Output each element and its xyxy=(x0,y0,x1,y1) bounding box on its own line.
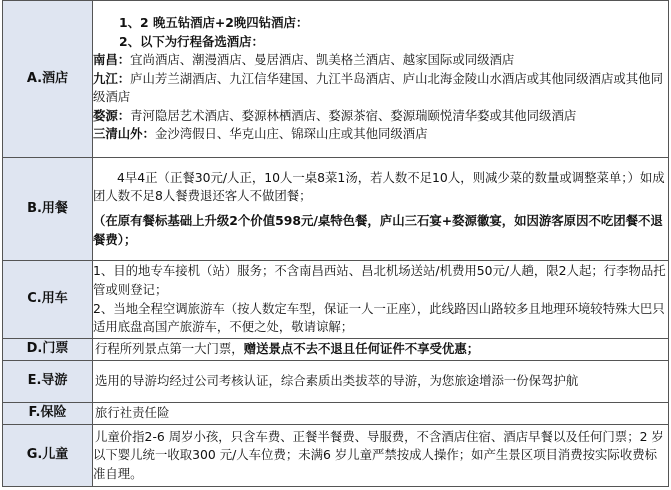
row-meals xyxy=(3,158,669,261)
hotel-jiujiang xyxy=(93,70,668,107)
row-children xyxy=(3,425,669,487)
city-nanchang: 南昌： xyxy=(93,52,131,68)
hotel-nanchang xyxy=(93,51,668,70)
row-guide xyxy=(3,361,669,403)
hotel-options-intro: 2、以下为行程备选酒店： xyxy=(119,33,264,49)
transport-pickup: 1、目的地专车接机（站）服务；不含南昌西站、昌北机场送站/机费用50元/人趟，限2人起；行李物品托管或则登记； xyxy=(93,263,666,297)
row-hotel xyxy=(3,1,669,158)
row-tickets xyxy=(3,339,669,361)
row-content-guide xyxy=(93,361,669,403)
row-label-tickets: D.门票 xyxy=(3,339,93,361)
city-wuyuan: 婺源： xyxy=(93,107,131,123)
hotels-nanchang: 宜尚酒店、潮漫酒店、曼居酒店、凯美格兰酒店、越家国际或同级酒店 xyxy=(130,52,515,68)
row-content-tickets xyxy=(93,339,669,361)
row-label-transport: C.用车 xyxy=(3,261,93,339)
row-label-meals: B.用餐 xyxy=(3,158,93,261)
row-content-insurance xyxy=(93,403,669,425)
hotels-wuyuan: 青河隐居艺术酒店、婺源林栖酒店、婺源茶宿、婺源瑞颐悦清华婺或其他同级酒店 xyxy=(130,107,577,123)
row-label-guide: E.导游 xyxy=(3,361,93,403)
insurance-text: 旅行社责任险 xyxy=(95,405,170,421)
row-content-hotel xyxy=(93,1,669,158)
city-jiujiang: 九江： xyxy=(93,70,131,86)
hotel-sanqingshan xyxy=(93,125,668,144)
guide-text: 选用的导游均经过公司考核认证，综合素质出类拔萃的导游，为您旅途增添一份保驾护航 xyxy=(95,373,579,389)
children-policy: 儿童价指2-6 周岁小孩，只含车费、正餐半餐费、导服费，不含酒店住宿、酒店早餐以及任何门票；2 岁以下婴儿统一收取300 元/人车位费；未满6 岁儿童严禁按成人操作；如产生景区项目消费按实际收费标准自理。 xyxy=(93,428,664,481)
tickets-no-refund: 赠送景点不去不退且任何证件不享受优惠； xyxy=(243,341,480,357)
hotel-wuyuan xyxy=(93,107,668,126)
row-content-meals xyxy=(93,158,669,261)
meals-upgrade: （在原有餐标基础上升级2个价值598元/桌特色餐，庐山三石宴+婺源徽宴，如因游客原因不吃团餐不退餐费）； xyxy=(93,213,663,247)
row-insurance xyxy=(3,403,669,425)
transport-coach: 2、当地全程空调旅游车（按人数定车型，保证一人一正座），此线路因山路较多且地理环境较特殊大巴只适用底盘高国产旅游车，不便之处，敬请谅解； xyxy=(93,300,665,335)
row-transport xyxy=(3,261,669,339)
row-label-children: G.儿童 xyxy=(3,425,93,487)
hotels-jiujiang: 庐山芳兰湖酒店、九江信华建国、九江半岛酒店、庐山北海金陵山水酒店或其他同级酒店或其他同级酒店 xyxy=(93,70,663,105)
hotel-star-summary: 1、2 晚五钻酒店+2晚四钻酒店： xyxy=(119,14,309,30)
tickets-included: 行程所列景点第一大门票， xyxy=(95,341,244,357)
city-sanqingshan: 三清山外： xyxy=(93,126,155,142)
meals-standard: 4早4正（正餐30元/人正，10人一桌8菜1汤，若人数不足10人，则减少菜的数量或调整菜单；）如成团人数不足8人餐费退还客人不做团餐； xyxy=(93,169,665,204)
tickets-text xyxy=(93,340,668,359)
row-content-transport xyxy=(93,261,669,339)
hotels-sanqingshan: 金沙湾假日、华克山庄、锦琛山庄或其他同级酒店 xyxy=(154,126,428,142)
row-content-children xyxy=(93,425,669,487)
travel-terms-table xyxy=(2,0,669,487)
row-label-hotel: A.酒店 xyxy=(3,1,93,158)
row-label-insurance: F.保险 xyxy=(3,403,93,425)
